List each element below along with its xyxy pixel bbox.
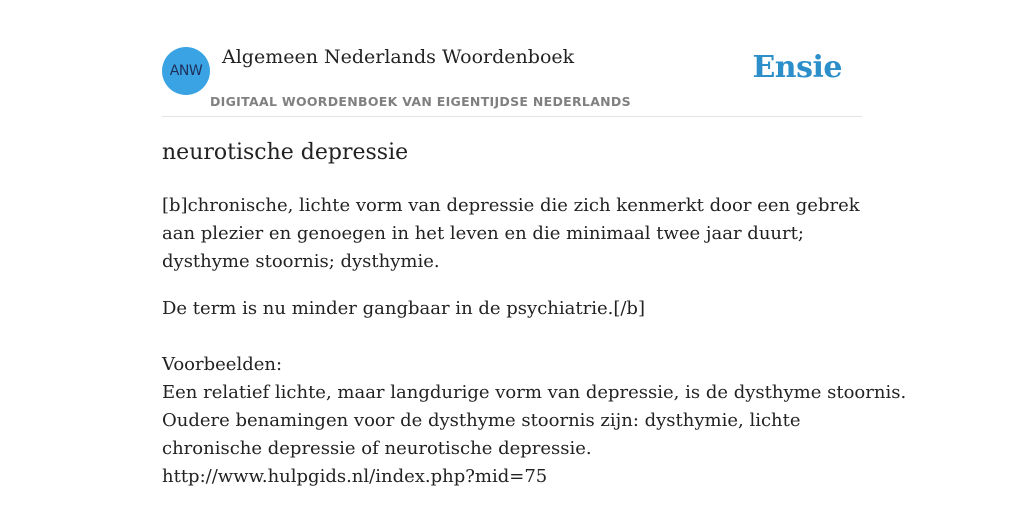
site-title[interactable]: Algemeen Nederlands Woordenboek xyxy=(222,46,575,68)
anw-logo[interactable]: ANW xyxy=(162,47,210,95)
header xyxy=(162,0,862,117)
entry-definition xyxy=(162,192,862,342)
entry-term: neurotische depressie xyxy=(162,140,409,165)
example-sentence: Oudere benamingen voor de dysthyme stoornis zijn: dysthymie, lichte chronische depressie of neurotische depressie. xyxy=(162,410,801,459)
example-sentence: Een relatief lichte, maar langdurige vorm van depressie, is de dysthyme stoornis. xyxy=(162,382,907,403)
definition-paragraph: [b]chronische, lichte vorm van depressie die zich kenmerkt door een gebrek aan plezier en genoegen in het leven en die minimaal twee jaar duurt; dysthyme stoornis; dysthymie. xyxy=(162,195,860,272)
content-column xyxy=(162,0,907,487)
site-subtitle: DIGITAAL WOORDENBOEK VAN EIGENTIJDSE NEDERLANDS xyxy=(210,94,631,109)
examples-label: Voorbeelden: xyxy=(162,354,283,375)
definition-paragraph: De term is nu minder gangbaar in de psychiatrie.[/b] xyxy=(162,298,645,319)
example-source-url: http://www.hulpgids.nl/index.php?mid=75 xyxy=(162,466,548,487)
examples-section xyxy=(162,351,907,491)
ensie-brand-link[interactable]: Ensie xyxy=(752,50,842,85)
